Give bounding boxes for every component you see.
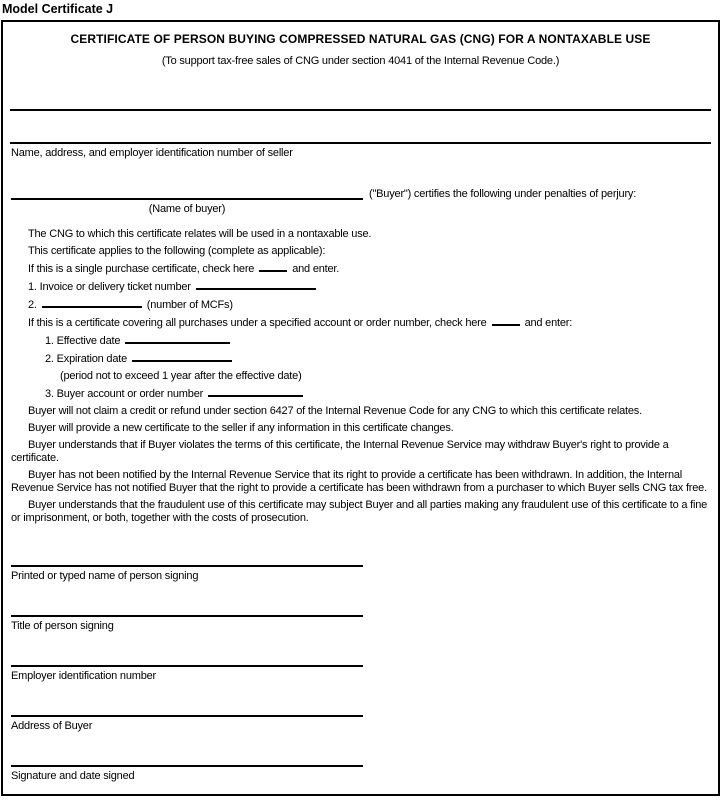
account-number-label: 3. Buyer account or order number xyxy=(45,388,204,400)
mcf-quantity-line xyxy=(11,298,712,312)
covering-post: and enter: xyxy=(524,317,573,329)
period-note: (period not to exceed 1 year after the effective date) xyxy=(60,370,302,382)
signature-date-line xyxy=(11,765,363,767)
single-purchase-check-blank xyxy=(259,262,287,272)
paragraph-not-notified: Buyer has not been notified by the Internal Revenue Service that its right to provide a certificate has been withdrawn. In addition, the Internal Revenue Service has not notified Buyer that the right to provide a certificate has been withdrawn from a purchaser to which Buyer sells CNG tax free. xyxy=(11,469,707,494)
signature-block-address xyxy=(11,715,718,733)
covering-check-blank xyxy=(492,316,520,326)
signature-block-ein xyxy=(11,665,718,683)
effective-date-label: 1. Effective date xyxy=(45,335,121,347)
seller-info-label: Name, address, and employer identification number of seller xyxy=(11,147,293,159)
address-line xyxy=(11,715,363,717)
certificate-title: CERTIFICATE OF PERSON BUYING COMPRESSED NATURAL GAS (CNG) FOR A NONTAXABLE USE xyxy=(70,32,651,46)
signature-block-title xyxy=(11,615,718,633)
printed-name-line xyxy=(11,565,363,567)
seller-info-line-1 xyxy=(10,109,711,111)
buyer-name-row xyxy=(11,186,712,200)
signature-block-signature xyxy=(11,765,718,783)
mcf-item-number: 2. xyxy=(28,299,37,311)
signature-date-label: Signature and date signed xyxy=(11,770,135,782)
buyer-name-caption: (Name of buyer) xyxy=(148,203,226,215)
paragraph-fraudulent: Buyer understands that the fraudulent use of this certificate may subject Buyer and all parties making any fraudulent use of this certificate to a fine or imprisonment, or both, together with the costs of prosecution. xyxy=(11,499,708,524)
signature-section xyxy=(3,565,718,783)
single-purchase-pre: If this is a single purchase certificate, check here xyxy=(28,263,255,275)
mcf-item-suffix: (number of MCFs) xyxy=(146,299,233,311)
buyer-name-line xyxy=(11,187,363,200)
certificate-subtitle: (To support tax-free sales of CNG under section 4041 of the Internal Revenue Code.) xyxy=(161,55,560,67)
paragraph-new-certificate: Buyer will provide a new certificate to the seller if any information in this certificate changes. xyxy=(28,422,454,434)
mcf-quantity-blank xyxy=(42,298,142,308)
buyer-certifies-text: ("Buyer") certifies the following under penalties of perjury: xyxy=(369,188,637,200)
printed-name-label: Printed or typed name of person signing xyxy=(11,570,199,582)
paragraph-violation: Buyer understands that if Buyer violates the terms of this certificate, the Internal Revenue Service may withdraw Buyer's right to provide a certificate. xyxy=(11,439,669,464)
invoice-number-line xyxy=(11,280,712,294)
certificate-body xyxy=(3,228,718,525)
expiration-date-label: 2. Expiration date xyxy=(45,353,128,365)
title-label: Title of person signing xyxy=(11,620,114,632)
effective-date-blank xyxy=(125,334,230,344)
ein-line xyxy=(11,665,363,667)
seller-info-line-2 xyxy=(10,142,711,144)
paragraph-no-credit: Buyer will not claim a credit or refund under section 6427 of the Internal Revenue Code for any CNG to which this certificate relates. xyxy=(28,405,642,417)
account-number-blank xyxy=(208,387,303,397)
expiration-date-line xyxy=(45,352,712,366)
address-label: Address of Buyer xyxy=(11,720,93,732)
invoice-number-blank xyxy=(196,280,316,290)
applies-statement: This certificate applies to the following (complete as applicable): xyxy=(28,245,326,257)
effective-date-line xyxy=(45,334,712,348)
expiration-date-blank xyxy=(132,352,232,362)
invoice-number-label: 1. Invoice or delivery ticket number xyxy=(28,281,191,293)
page-title: Model Certificate J xyxy=(2,2,114,16)
covering-purchases-line xyxy=(11,316,712,330)
covering-pre: If this is a certificate covering all purchases under a specified account or order number, check here xyxy=(28,317,487,329)
account-number-line xyxy=(45,387,712,401)
single-purchase-line xyxy=(11,262,712,276)
title-line xyxy=(11,615,363,617)
ein-label: Employer identification number xyxy=(11,670,157,682)
signature-block-printed-name xyxy=(11,565,718,583)
intro-statement: The CNG to which this certificate relates will be used in a nontaxable use. xyxy=(28,228,372,240)
single-purchase-post: and enter. xyxy=(292,263,340,275)
certificate-box xyxy=(1,20,720,796)
